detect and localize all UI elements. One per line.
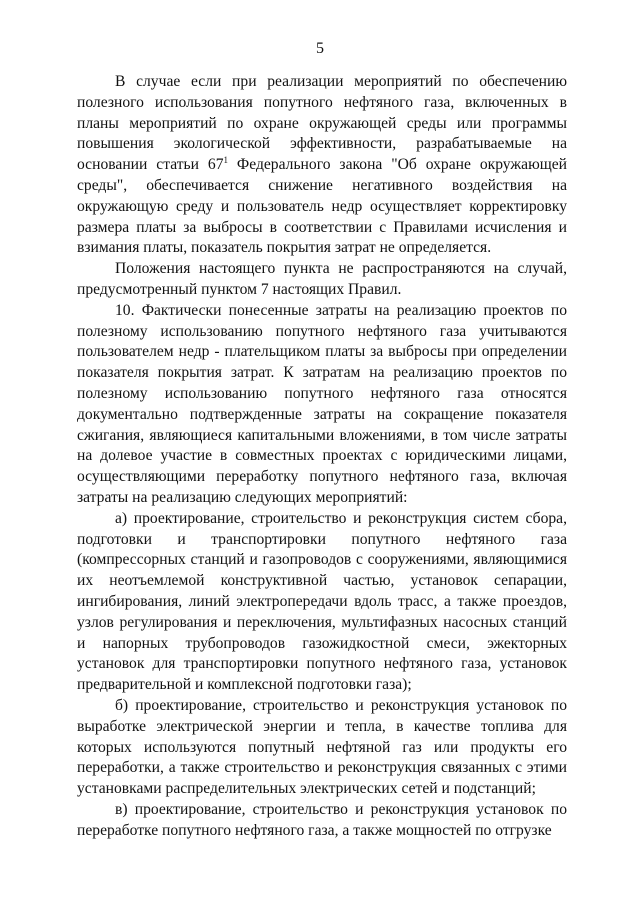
list-item-c: в) проектирование, строительство и реконструкция установок по переработке попутного нефтяного газа, а также мощностей по отгрузке: [77, 800, 567, 839]
list-item-b: б) проектирование, строительство и реконструкция установок по выработке электрической энергии и тепла, в качестве топлива для которых используются попутный нефтяной газ или продукты его переработки, а также строительство и реконструкция связанных с этими установками распределительных электрических сетей и подстанций;: [77, 696, 567, 798]
paragraph-text: В случае если при реализации мероприятий по обеспечению полезного использования попутного нефтяного газа, включенных в планы мероприятий по охране окружающей среды или программы повышения экологической эффективности, разрабатываемые на основании статьи 67: [77, 73, 567, 174]
article-superscript: 1: [223, 155, 228, 165]
paragraph-2: Положения настоящего пункта не распространяются на случай, предусмотренный пунктом 7 настоящих Правил.: [77, 260, 567, 298]
document-body: [77, 72, 567, 841]
page-number: 5: [316, 40, 324, 57]
paragraph-3: 10. Фактически понесенные затраты на реализацию проектов по полезному использованию попутного нефтяного газа учитываются пользователем недр - плательщиком платы за выбросы при определении показателя покрытия затрат. К затратам на реализацию проектов по полезному использованию попутного нефтяного газа относятся документально подтвержденные затраты на сокращение показателя сжигания, являющиеся капитальными вложениями, в том числе затраты на долевое участие в совместных проектах с юридическими лицами, осуществляющими переработку попутного нефтяного газа, включая затраты на реализацию следующих мероприятий:: [77, 301, 567, 506]
paragraph-1: [77, 72, 567, 259]
list-item-a: а) проектирование, строительство и реконструкция систем сбора, подготовки и транспортировки попутного нефтяного газа (компрессорных станций и газопроводов с сооружениями, являющимися их неотъемлемой конструктивной частью, установок сепарации, ингибирования, линий электропередачи вдоль трасс, а также проездов, узлов регулирования и переключения, мультифазных насосных станций и напорных трубопроводов газожидкостной смеси, эжекторных установок для транспортировки попутного нефтяного газа, установок предварительной и комплексной подготовки газа);: [77, 509, 567, 694]
paragraph-text-tail: Федерального закона "Об охране окружающей среды", обеспечивается снижение негативного воздействия на окружающую среду и пользователь недр осуществляет корректировку размера платы за выбросы в соответствии с Правилами исчисления и взимания платы, показатель покрытия затрат не определяется.: [77, 156, 567, 257]
